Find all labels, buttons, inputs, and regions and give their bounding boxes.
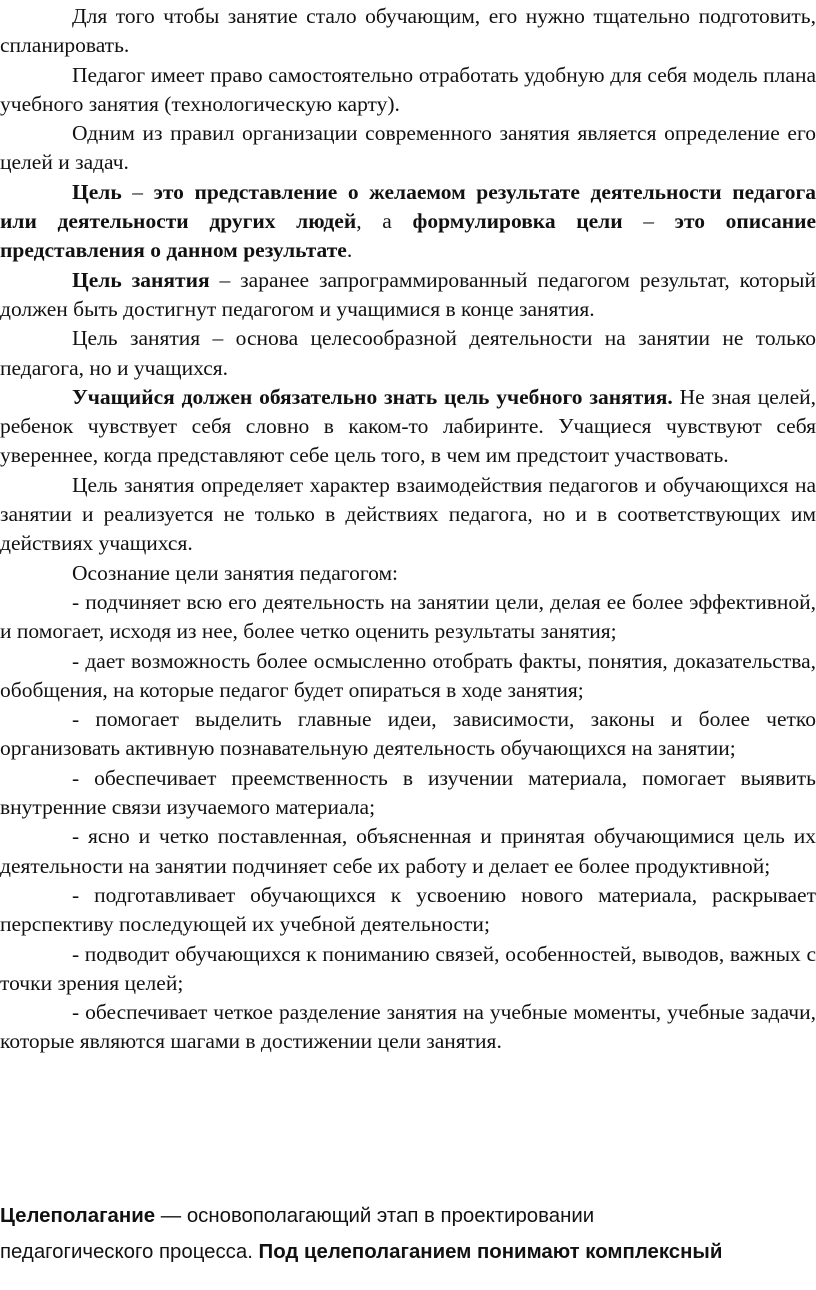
paragraph-2: Педагог имеет право самостоятельно отработать удобную для себя модель плана учебного занятия (технологическую карту). (0, 62, 816, 116)
list-item: - помогает выделить главные идеи, зависимости, законы и более четко организовать активную познавательную деятельность обучающихся на занятии; (0, 707, 816, 761)
goal-setting-line-1: Целеполагание — основополагающий этап в проектировании (0, 1205, 595, 1227)
bold-goal-setting-definition: Под целеполаганием понимают комплексный (258, 1241, 723, 1263)
goal-setting-line-2: педагогического процесса. Под целеполаганием понимают комплексный (0, 1241, 723, 1263)
paragraph-8: Цель занятия определяет характер взаимодействия педагогов и обучающихся на занятии и реализуется не только в действиях педагога, но и в соответствующих им действиях учащихся. (0, 472, 816, 556)
goal-setting-section (0, 1198, 816, 1270)
paragraph-3: Одним из правил организации современного занятия является определение его целей и задач. (0, 121, 816, 175)
paragraph-1: Для того чтобы занятие стало обучающим, его нужно тщательно подготовить, спланировать. (0, 4, 816, 58)
list-item: - подводит обучающихся к пониманию связей, особенностей, выводов, важных с точки зрения целей; (0, 941, 816, 995)
paragraph-9: Осознание цели занятия педагогом: (72, 560, 399, 585)
list-item: - подчиняет всю его деятельность на занятии цели, делая ее более эффективной, и помогает, исходя из нее, более четко оценить результаты занятия; (0, 589, 816, 644)
paragraph-6: Цель занятия – основа целесообразной деятельности на занятии не только педагога, но и учащихся. (0, 326, 816, 380)
bold-term-lesson-goal: Цель занятия (72, 267, 210, 292)
bold-term-goal: Цель (72, 179, 122, 204)
list-item: - обеспечивает четкое разделение занятия на учебные моменты, учебные задачи, которые являются шагами в достижении цели занятия. (0, 1000, 816, 1054)
list-item: - дает возможность более осмысленно отобрать факты, понятия, доказательства, обобщения, на которые педагог будет опираться в ходе занятия; (0, 648, 816, 702)
list-item: - ясно и четко поставленная, объясненная и принятая обучающимися цель их деятельности на занятии подчиняет себе их работу и делает ее более продуктивной; (0, 824, 816, 878)
bold-term-formulation: формулировка цели (412, 209, 623, 234)
bold-formulation-definition: это описание представления о данном результате (0, 209, 816, 263)
list-item: - подготавливает обучающихся к усвоению нового материала, раскрывает перспективу последующей их учебной деятельности; (0, 882, 816, 937)
paragraph-student-must-know: Учащийся должен обязательно знать цель учебного занятия. Не зная целей, ребенок чувствует себя словно в каком-то лабиринте. Учащиеся чувствуют себя увереннее, когда представляют себе цель того, в чем им предстоит участвовать. (0, 384, 816, 468)
bold-definition: это представление о желаемом результате деятельности педагога или деятельности других людей (0, 179, 816, 234)
document-page (0, 2, 816, 1057)
paragraph-lesson-goal: Цель занятия – заранее запрограммированный педагогом результат, который должен быть достигнут педагогом и учащимися в конце занятия. (0, 267, 816, 321)
bold-student-statement: Учащийся должен обязательно знать цель учебного занятия. (72, 384, 673, 409)
paragraph-goal-definition: Цель – это представление о желаемом результате деятельности педагога или деятельности других людей, а формулировка цели – это описание представления о данном результате. (0, 179, 816, 263)
list-item: - обеспечивает преемственность в изучении материала, помогает выявить внутренние связи изучаемого материала; (0, 765, 816, 820)
bold-term-goal-setting: Целеполагание (0, 1205, 156, 1227)
